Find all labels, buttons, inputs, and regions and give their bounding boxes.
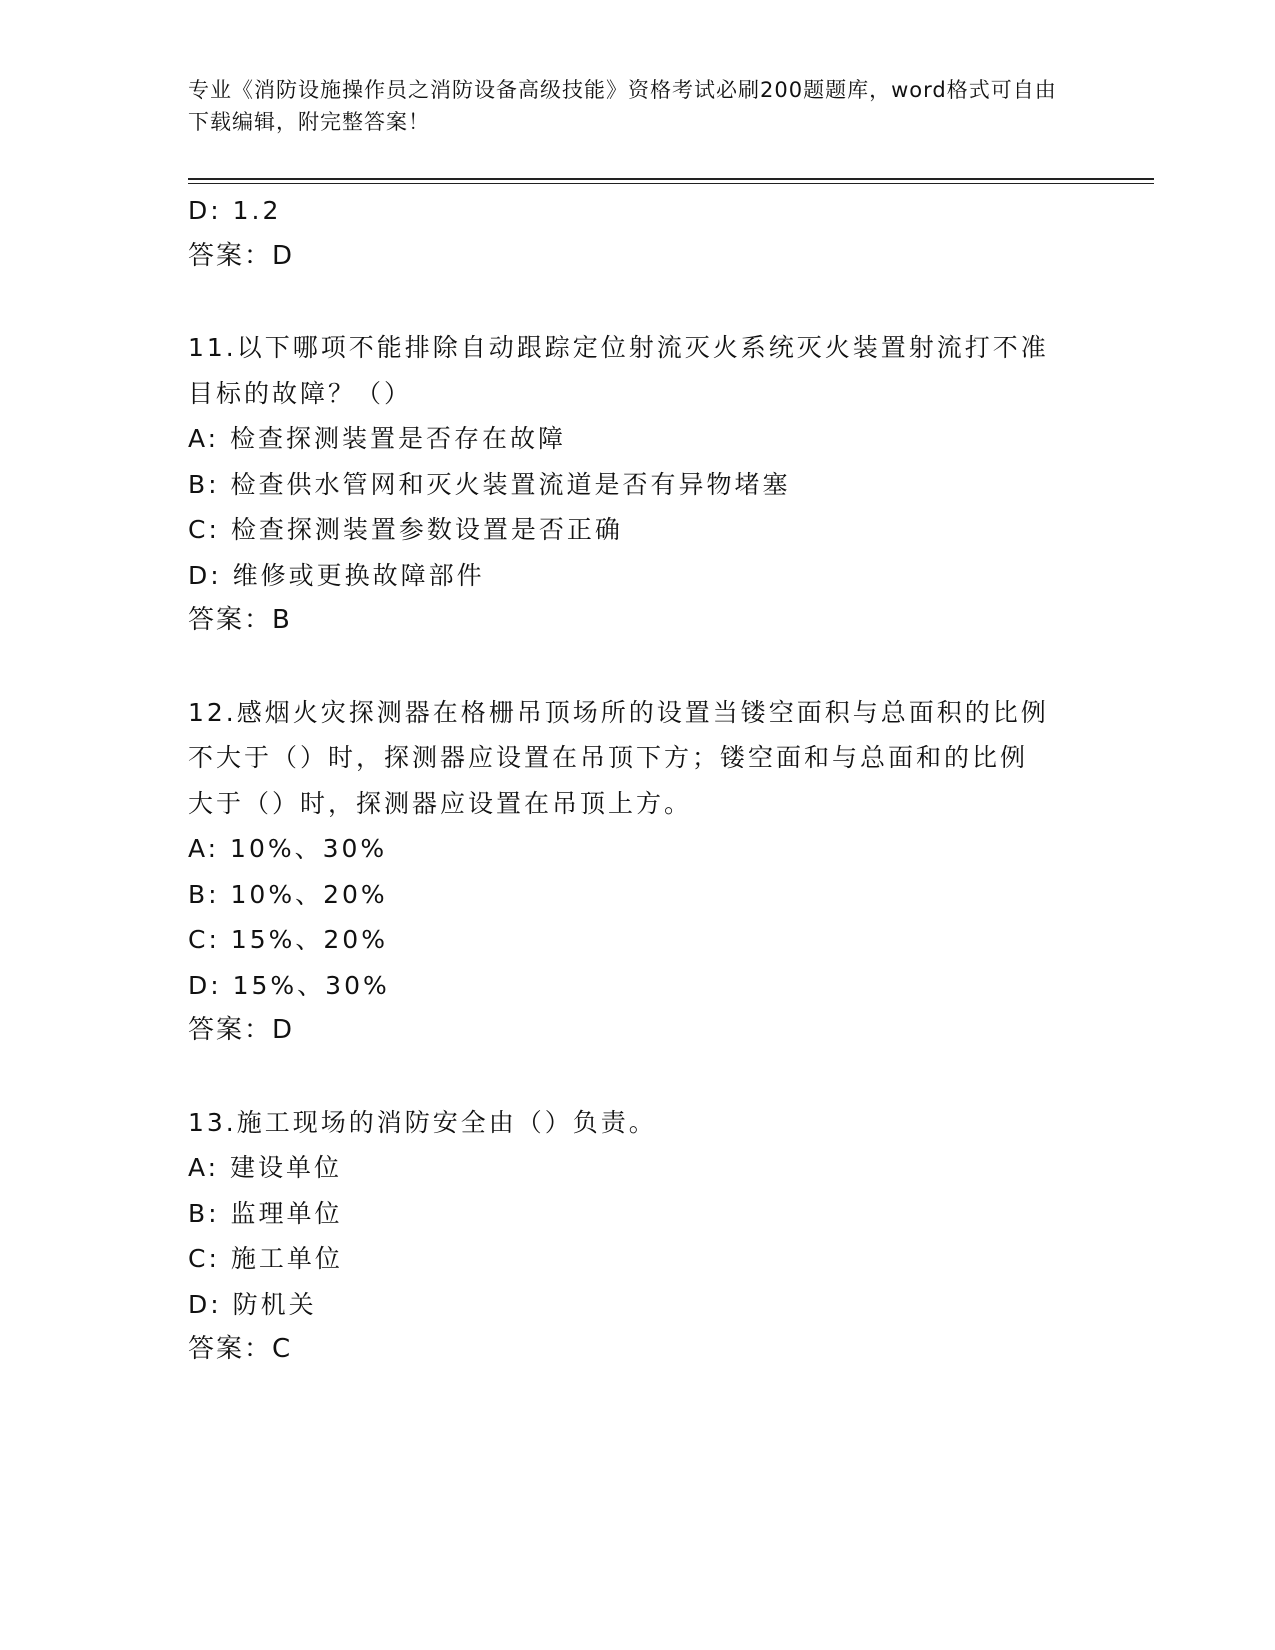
option-d: D: 维修或更换故障部件 bbox=[188, 560, 485, 590]
spacer bbox=[188, 644, 1088, 690]
document-header: 专业《消防设施操作员之消防设备高级技能》资格考试必刷200题题库，word格式可自由下载编辑，附完整答案！ bbox=[188, 78, 1057, 134]
question-stem-line: 11.以下哪项不能排除自动跟踪定位射流灭火系统灭火装置射流打不准 bbox=[188, 333, 1049, 362]
option-b: B: 检查供水管网和灭火装置流道是否有异物堵塞 bbox=[188, 469, 791, 499]
option-c: C: 检查探测装置参数设置是否正确 bbox=[188, 515, 623, 544]
answer-line: 答案：C bbox=[188, 1334, 293, 1364]
question-stem-line: 目标的故障？（） bbox=[188, 378, 413, 408]
header-divider-thick bbox=[188, 178, 1154, 180]
option-a: A: 10%、30% bbox=[188, 834, 388, 863]
option-b: B: 监理单位 bbox=[188, 1198, 343, 1228]
spacer bbox=[188, 1054, 1088, 1100]
previous-question-tail bbox=[188, 188, 1088, 279]
option-d: D: 15%、30% bbox=[188, 970, 390, 1000]
option-c: C: 施工单位 bbox=[188, 1244, 343, 1273]
question-stem-line: 不大于（）时，探测器应设置在吊顶下方；镂空面和与总面和的比例 bbox=[188, 743, 1029, 772]
question-stem-line: 大于（）时，探测器应设置在吊顶上方。 bbox=[188, 788, 693, 818]
option-a: A: 检查探测装置是否存在故障 bbox=[188, 424, 567, 453]
answer-line: 答案：B bbox=[188, 605, 292, 635]
option-d: D: 防机关 bbox=[188, 1289, 317, 1319]
question-11 bbox=[188, 325, 1088, 644]
question-list bbox=[188, 188, 1088, 1373]
question-stem-line: 13.施工现场的消防安全由（）负责。 bbox=[188, 1107, 657, 1137]
option-a: A: 建设单位 bbox=[188, 1153, 343, 1182]
answer-line: 答案：D bbox=[188, 240, 295, 271]
option-d: D: 1.2 bbox=[188, 196, 282, 225]
question-stem-line: 12.感烟火灾探测器在格栅吊顶场所的设置当镂空面积与总面积的比例 bbox=[188, 697, 1049, 727]
header-divider-thin bbox=[188, 183, 1154, 184]
option-b: B: 10%、20% bbox=[188, 879, 388, 909]
answer-line: 答案：D bbox=[188, 1015, 295, 1045]
question-12 bbox=[188, 690, 1088, 1054]
option-c: C: 15%、20% bbox=[188, 925, 388, 954]
spacer bbox=[188, 279, 1088, 325]
question-13 bbox=[188, 1100, 1088, 1373]
